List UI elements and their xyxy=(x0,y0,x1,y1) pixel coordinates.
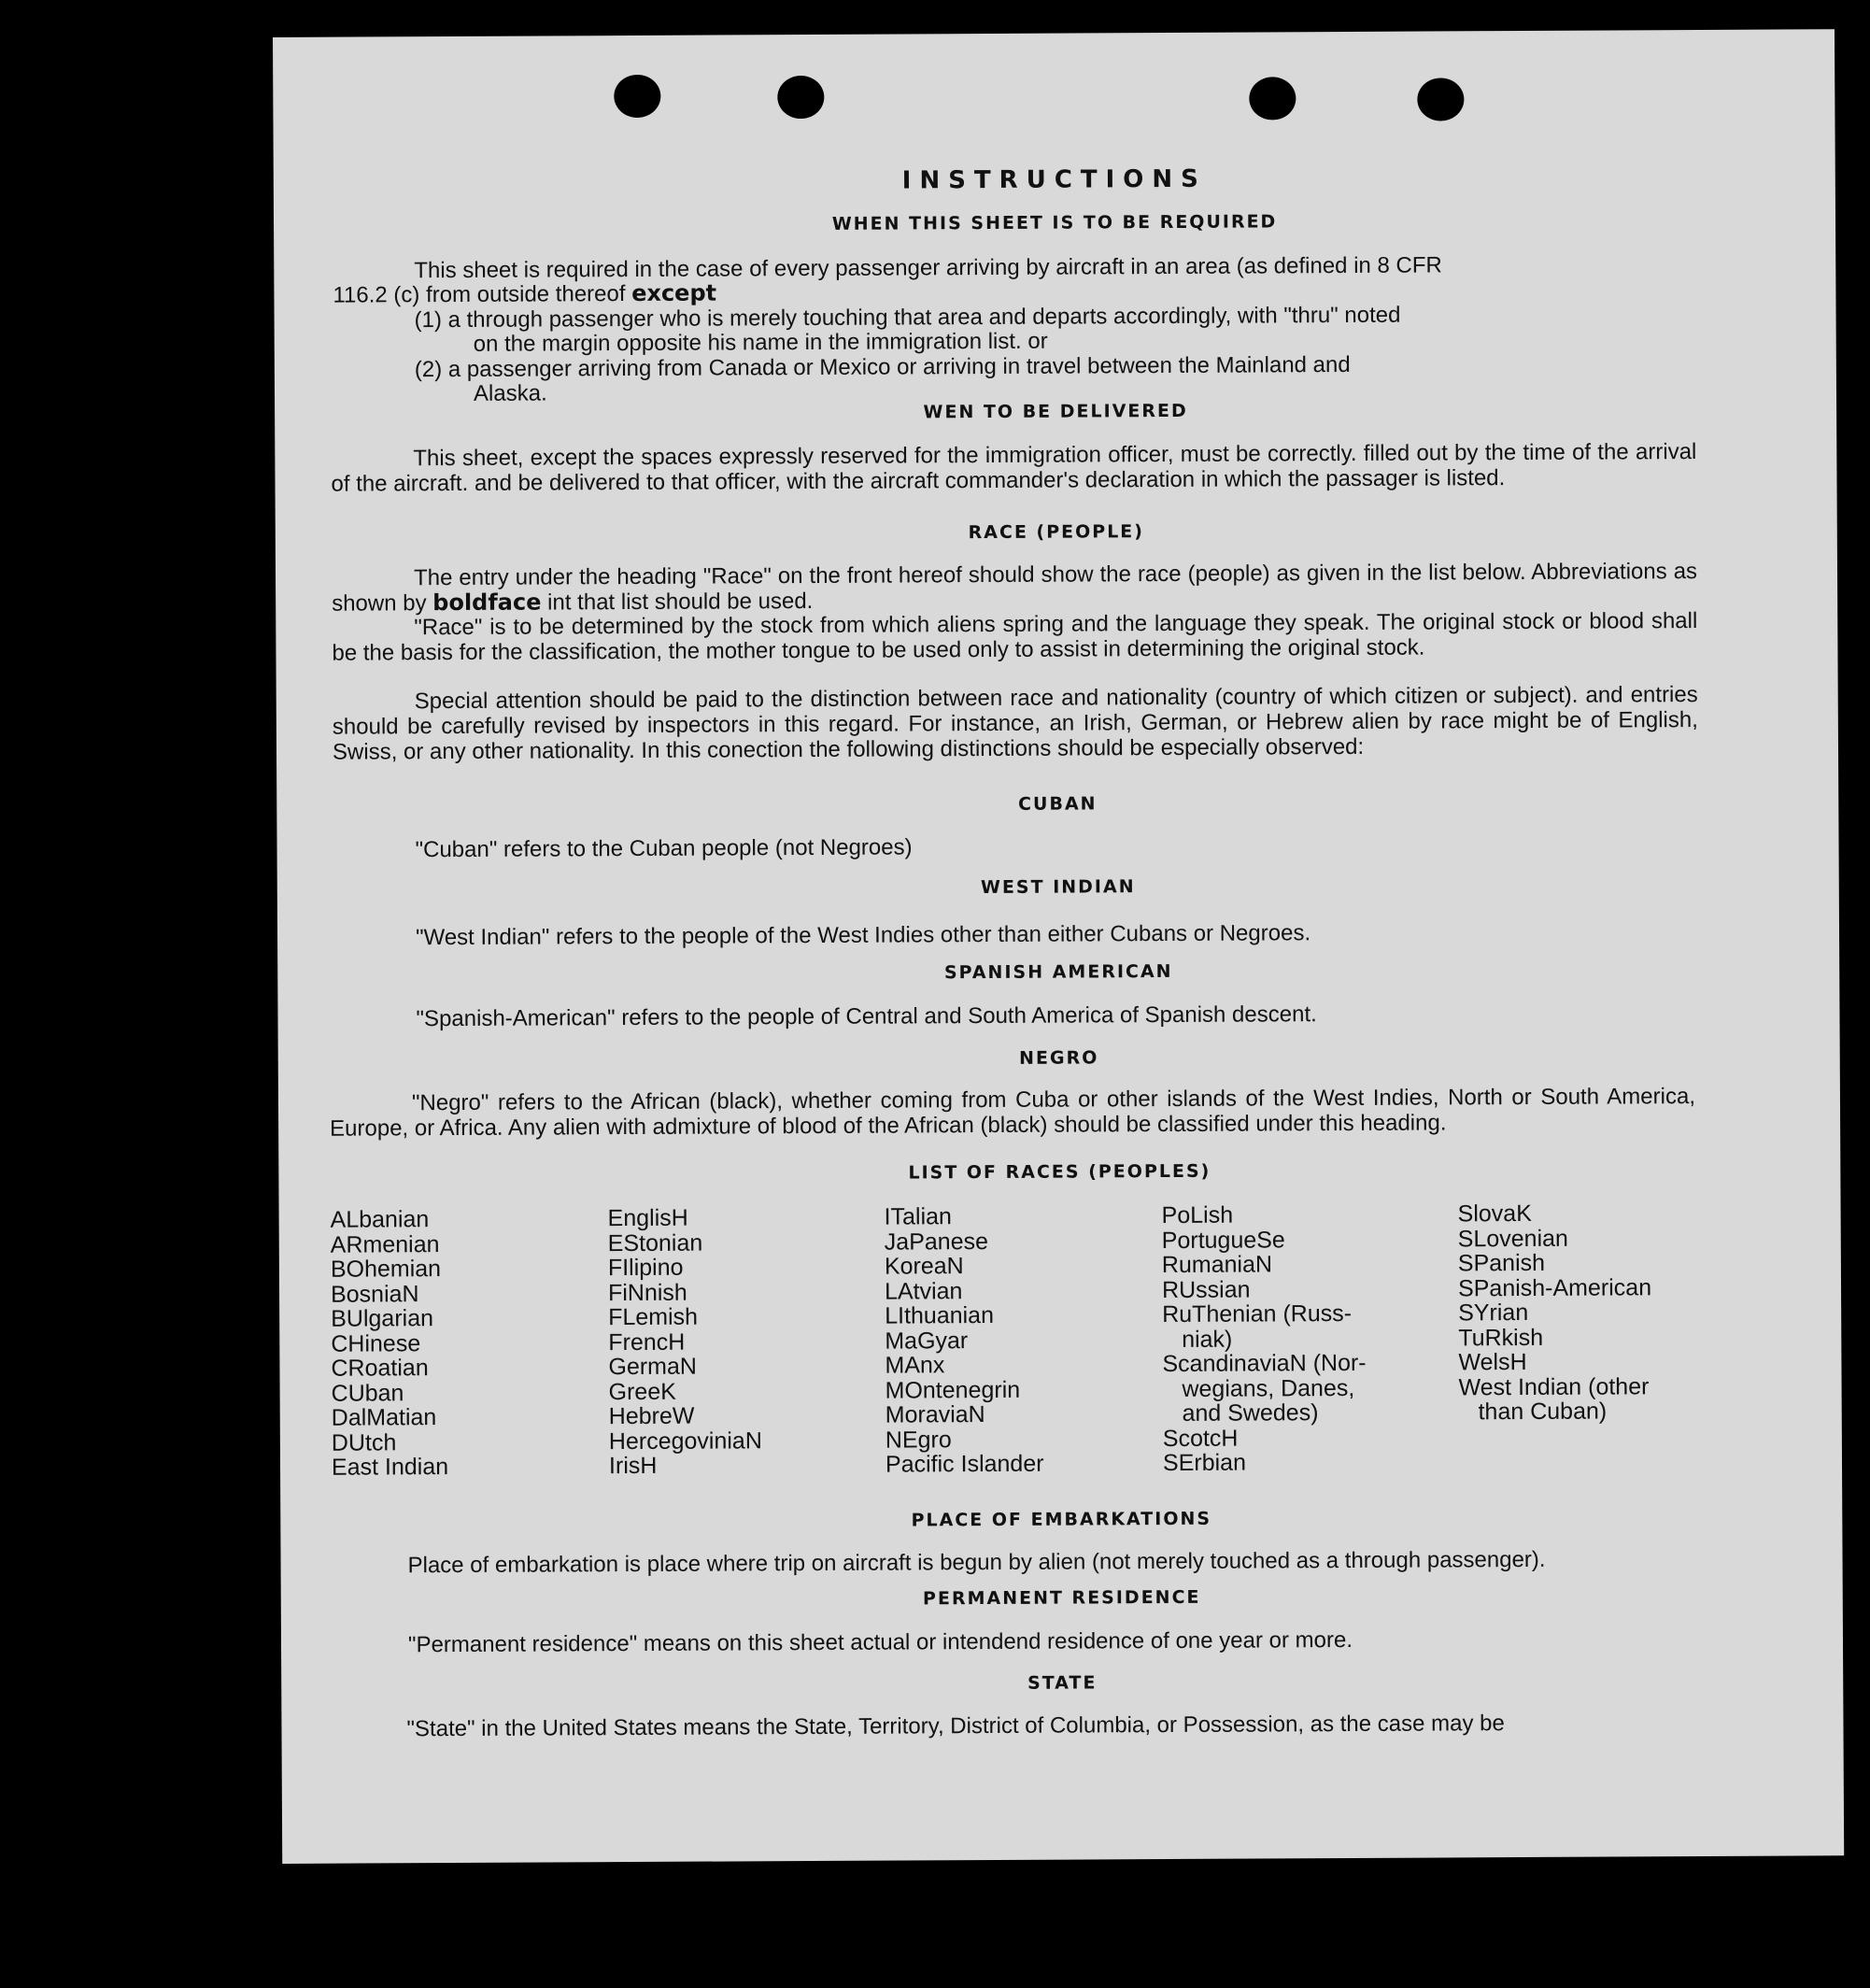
residence-text: "Permanent residence" means on this sheet actual or intendend residence of one year or more. xyxy=(407,1626,1353,1658)
race-item: niak) xyxy=(1162,1326,1233,1353)
race-item: HebreW xyxy=(608,1402,695,1430)
page-title: INSTRUCTIONS xyxy=(901,164,1207,195)
race-item: DalMatian xyxy=(331,1404,437,1431)
races-column-4 xyxy=(1162,1202,1367,1476)
race-item: LAtvian xyxy=(884,1277,963,1305)
race-p1-text: The entry under the heading "Race" on the front hereof should show the race (people) as given in the list below. Abbreviations as shown by xyxy=(332,559,1698,617)
race-item: JaPanese xyxy=(884,1228,989,1256)
heading-state: STATE xyxy=(1027,1672,1098,1694)
race-item: BosniaN xyxy=(330,1280,419,1308)
race-item: FLemish xyxy=(608,1303,699,1331)
race-item: EnglisH xyxy=(607,1204,688,1232)
race-p1-boldface: boldface xyxy=(432,589,542,617)
race-item: SlovaK xyxy=(1457,1200,1532,1228)
race-p1-text-end: int that list should be used. xyxy=(547,588,814,616)
heading-permanent-residence: PERMANENT RESIDENCE xyxy=(922,1586,1201,1610)
race-item: MoraviaN xyxy=(885,1401,985,1428)
races-column-5 xyxy=(1458,1200,1652,1425)
req-except: except xyxy=(631,279,717,306)
race-item: West Indian (other xyxy=(1458,1372,1650,1400)
race-item: PortugueSe xyxy=(1161,1226,1285,1254)
race-item: ScotcH xyxy=(1162,1425,1239,1452)
races-column-3 xyxy=(885,1204,1044,1477)
races-column-1 xyxy=(331,1207,449,1480)
race-item: SPanish xyxy=(1457,1249,1546,1277)
race-item: FrencH xyxy=(608,1328,686,1356)
heading-place-of-embarkation: PLACE OF EMBARKATIONS xyxy=(911,1508,1212,1531)
race-item: and Swedes) xyxy=(1162,1399,1319,1427)
race-item: IrisH xyxy=(608,1452,658,1480)
race-paragraph-2: "Race" is to be determined by the stock from which aliens spring and the language they speak. The original stock or blood shall be the basis for the classification, the mother tongue to be used only to assist in determining the original stock. xyxy=(332,608,1698,666)
race-item: East Indian xyxy=(331,1454,449,1481)
delivered-text: This sheet, except the spaces expressly reserved for the immigration officer, must be correctly. filled out by the time of the arrival of the aircraft. and be delivered to that officer, with the aircraft commander's declaration in which the passager is listed. xyxy=(331,439,1697,497)
req-item1-line2: on the margin opposite his name in the immigration list. or xyxy=(473,328,1048,357)
race-item: TuRkish xyxy=(1458,1324,1544,1351)
embarkation-text: Place of embarkation is place where trip on aircraft is begun by alien (not merely touched as a through passenger). xyxy=(407,1546,1546,1579)
heading-race: RACE (PEOPLE) xyxy=(968,521,1144,544)
heading-list-of-races: LIST OF RACES (PEOPLES) xyxy=(908,1160,1211,1184)
race-item: EStonian xyxy=(607,1229,703,1257)
race-item: wegians, Danes, xyxy=(1162,1374,1355,1402)
race-item: SErbian xyxy=(1162,1449,1247,1477)
race-item: than Cuban) xyxy=(1458,1398,1608,1426)
race-item: CRoatian xyxy=(331,1355,429,1382)
race-item: WelsH xyxy=(1458,1348,1527,1376)
race-item: MAnx xyxy=(885,1352,945,1379)
race-item: DUtch xyxy=(331,1428,397,1456)
races-column-2 xyxy=(608,1205,762,1478)
race-paragraph-1 xyxy=(332,559,1697,617)
race-item: PoLish xyxy=(1161,1201,1234,1229)
race-item: KoreaN xyxy=(884,1253,964,1280)
race-item: Pacific Islander xyxy=(885,1450,1044,1478)
req-item2-line1: (2) a passenger arriving from Canada or Mexico or arriving in travel between the Mainland and xyxy=(414,351,1351,383)
race-item: HercegoviniaN xyxy=(608,1427,762,1455)
race-item: RUssian xyxy=(1161,1276,1251,1303)
spanish-american-text: "Spanish-American" refers to the people of Central and South America of Spanish descent. xyxy=(416,1001,1317,1032)
req-item2-line2: Alaska. xyxy=(473,380,547,406)
race-item: BUlgarian xyxy=(331,1305,434,1332)
heading-west-indian: WEST INDIAN xyxy=(980,876,1136,899)
state-text: "State" in the United States means the State, Territory, District of Columbia, or Possession, as the case may be xyxy=(406,1711,1505,1742)
race-item: SPanish-American xyxy=(1457,1273,1652,1301)
heading-when-required: WHEN THIS SHEET IS TO BE REQUIRED xyxy=(831,211,1278,234)
cuban-text: "Cuban" refers to the Cuban people (not Negroes) xyxy=(415,834,913,863)
race-item: SYrian xyxy=(1458,1299,1529,1327)
race-item: LIthuanian xyxy=(885,1301,995,1329)
heading-negro: NEGRO xyxy=(1019,1047,1099,1069)
race-item: ScandinaviaN (Nor- xyxy=(1162,1349,1367,1378)
req-intro-line1: This sheet is required in the case of every passenger arriving by aircraft in an area (as defined in 8 CFR xyxy=(414,252,1442,284)
race-item: BOhemian xyxy=(330,1256,442,1283)
race-item: ALbanian xyxy=(330,1206,430,1233)
negro-text: "Negro" refers to the African (black), whether coming from Cuba or other islands of the West Indies, North or South America, Europe, or Africa. Any alien with admixture of blood of the African (black) should be classified under this heading. xyxy=(330,1084,1696,1142)
race-item: MOntenegrin xyxy=(885,1376,1021,1404)
race-item: FiNnish xyxy=(607,1279,687,1306)
heading-cuban: CUBAN xyxy=(1018,793,1098,815)
race-item: ITalian xyxy=(884,1203,952,1230)
document-page xyxy=(273,29,1844,1864)
race-item: RumaniaN xyxy=(1161,1251,1273,1279)
race-item: ARmenian xyxy=(330,1230,440,1258)
heading-when-delivered: WEN TO BE DELIVERED xyxy=(923,400,1188,423)
race-item: NEgro xyxy=(885,1426,952,1454)
race-item: SLovenian xyxy=(1457,1225,1568,1252)
race-item: CHinese xyxy=(331,1329,421,1357)
req-intro-line2-text: 116.2 (c) from outside thereof xyxy=(333,281,626,308)
west-indian-text: "West Indian" refers to the people of the West Indies other than either Cubans or Negroes. xyxy=(415,920,1311,951)
race-item: MaGyar xyxy=(885,1327,969,1355)
race-item: GermaN xyxy=(608,1353,697,1381)
race-paragraph-3: Special attention should be paid to the distinction between race and nationality (country of which citizen or subject). and entries should be carefully revised by inspectors in this regard. For instance, an Irish, German, or Hebrew alien by race might be of English, Swiss, or any other nationality. In this conection the following distinctions should be especially observed: xyxy=(332,682,1698,765)
req-item1-line1: (1) a through passenger who is merely touching that area and departs accordingly, with "thru" noted xyxy=(414,302,1401,334)
race-item: CUban xyxy=(331,1379,404,1407)
heading-spanish-american: SPANISH AMERICAN xyxy=(943,960,1173,984)
instructions-content xyxy=(273,29,1844,1864)
race-item: GreeK xyxy=(608,1378,676,1405)
race-item: FIlipino xyxy=(607,1254,684,1282)
race-item: RuThenian (Russ- xyxy=(1162,1299,1353,1328)
